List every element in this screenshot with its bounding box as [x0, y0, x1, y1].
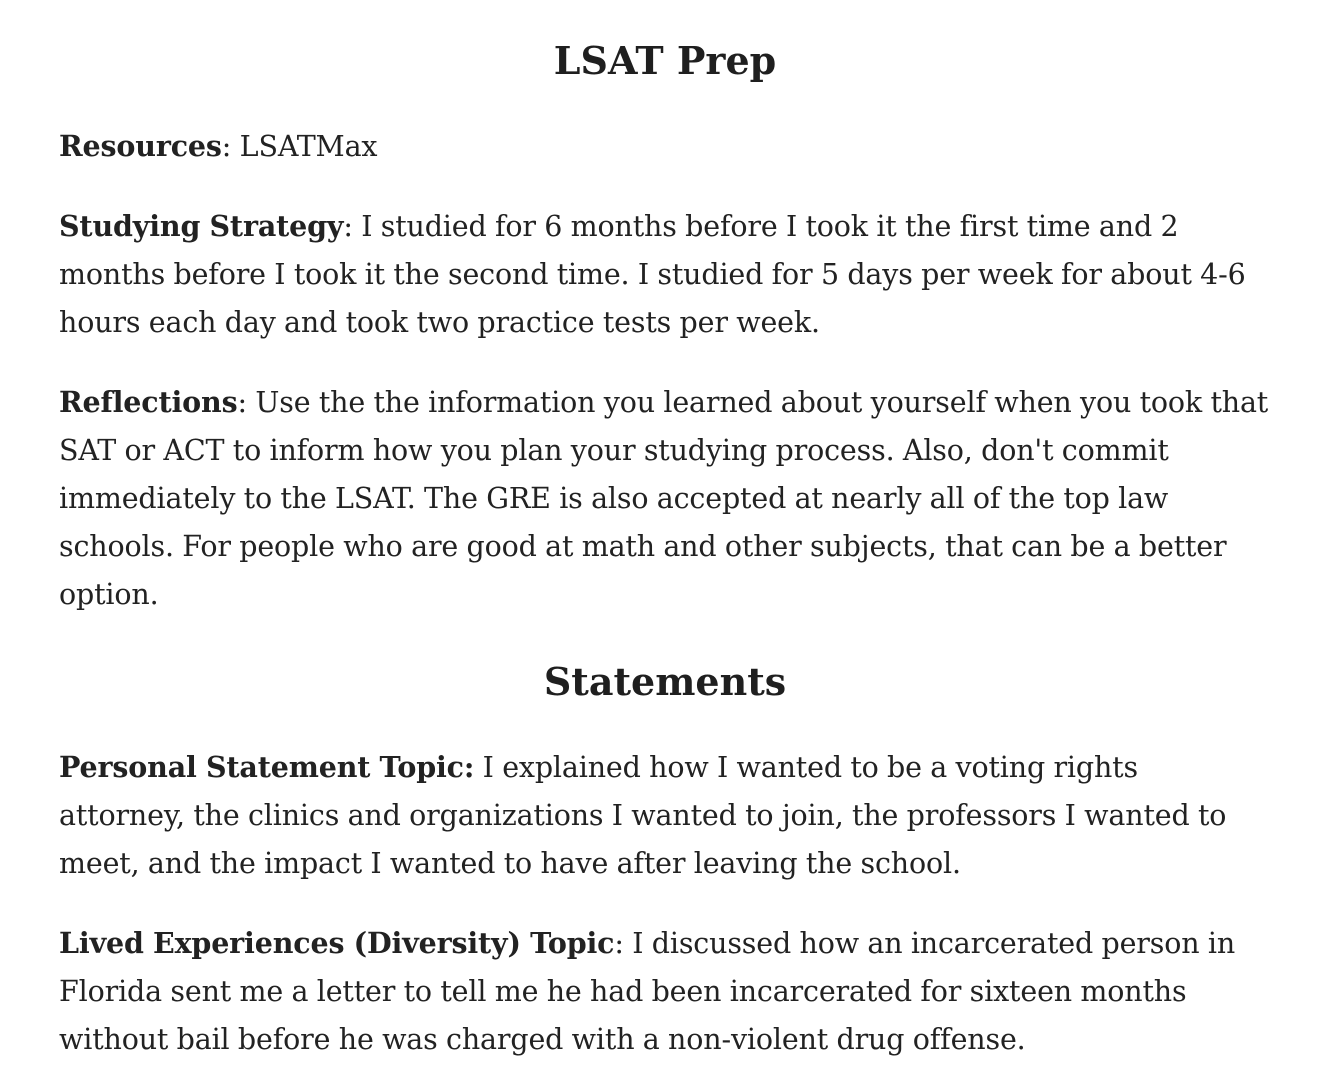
resources-paragraph	[59, 122, 1271, 171]
resources-separator: :	[221, 130, 240, 163]
studying-strategy-separator: :	[343, 210, 362, 243]
studying-strategy-term: Studying Strategy	[59, 209, 344, 243]
reflections-term: Reflections	[59, 385, 238, 419]
lsat-prep-heading: LSAT Prep	[553, 38, 777, 83]
lived-experiences-separator: :	[614, 927, 633, 960]
lived-experiences-term: Lived Experiences (Diversity) Topic	[59, 926, 615, 960]
personal-statement-paragraph	[59, 743, 1271, 888]
studying-strategy-text: I studied for 6 months before I took it the first time and 2 months before I took it the second time. I studied for 5 days per week for about 4-6 hours each day and took two practice tests per week.	[59, 210, 1246, 339]
statements-heading: Statements	[543, 659, 787, 704]
reflections-paragraph	[59, 378, 1271, 619]
lived-experiences-text: I discussed how an incarcerated person in Florida sent me a letter to tell me he had been incarcerated for sixteen months without bail before he was charged with a non-violent drug offense.	[59, 927, 1236, 1056]
studying-strategy-paragraph	[59, 202, 1271, 347]
personal-statement-separator	[474, 751, 482, 784]
personal-statement-text: I explained how I wanted to be a voting rights attorney, the clinics and organizations I wanted to join, the professors I wanted to meet, and the impact I wanted to have after leaving the school.	[59, 751, 1227, 880]
personal-statement-term: Personal Statement Topic:	[59, 750, 475, 784]
reflections-text: Use the the information you learned about yourself when you took that SAT or ACT to inform how you plan your studying process. Also, don't commit immediately to the LSAT. The GRE is also accepted at nearly all of the top law schools. For people who are good at math and other subjects, that can be a better option.	[59, 386, 1269, 611]
lived-experiences-paragraph	[59, 919, 1271, 1064]
resources-term: Resources	[59, 129, 222, 163]
reflections-separator: :	[237, 386, 256, 419]
resources-text: LSATMax	[239, 130, 378, 163]
